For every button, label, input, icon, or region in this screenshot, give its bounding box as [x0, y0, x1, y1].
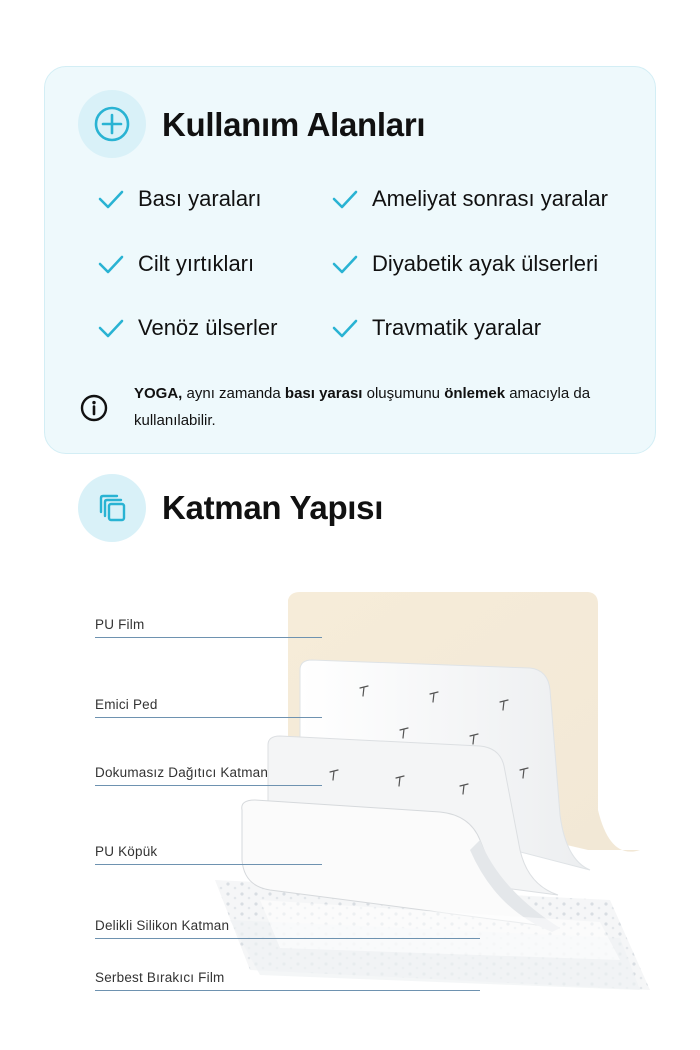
label-line — [95, 864, 322, 865]
label-line — [95, 990, 480, 991]
plus-circle-icon — [92, 104, 132, 144]
info-icon — [80, 394, 108, 422]
usage-item-label: Cilt yırtıkları — [138, 251, 255, 276]
usage-item-label: Ameliyat sonrası yaralar — [372, 186, 608, 211]
layer-label: PU Köpük — [95, 844, 158, 859]
usage-item — [332, 251, 598, 277]
usage-item-label: Venöz ülserler — [138, 315, 278, 340]
note-brand: YOGA, — [134, 385, 183, 402]
usage-item-label: Bası yaraları — [138, 186, 262, 211]
check-icon — [98, 318, 124, 338]
layer-label: Dokumasız Dağıtıcı Katman — [95, 765, 269, 780]
note-text: amacıyla da kullanılabilir. — [134, 385, 591, 429]
note-text: aynı zamanda — [182, 385, 285, 402]
usage-item-label: Travmatik yaralar — [372, 315, 542, 340]
note-bold: önlemek — [444, 385, 506, 402]
layer-label: Emici Ped — [95, 697, 158, 712]
usage-note — [134, 380, 634, 434]
layer-diagram — [0, 560, 700, 1050]
layers-icon — [92, 488, 132, 528]
label-line — [95, 785, 322, 786]
layer-label: PU Film — [95, 617, 145, 632]
usage-title: Kullanım Alanları — [162, 106, 426, 143]
usage-item — [332, 186, 608, 212]
check-icon — [332, 189, 358, 209]
check-icon — [98, 254, 124, 274]
usage-item — [332, 315, 541, 341]
usage-icon-badge — [78, 90, 146, 158]
usage-item — [98, 251, 254, 277]
label-line — [95, 717, 322, 718]
layer-label: Serbest Bırakıcı Film — [95, 970, 225, 985]
note-text: oluşumunu — [362, 385, 445, 402]
check-icon — [98, 189, 124, 209]
note-bold: bası yarası — [284, 385, 363, 402]
usage-item — [98, 315, 277, 341]
label-line — [95, 938, 480, 939]
check-icon — [332, 254, 358, 274]
layers-icon-badge — [78, 474, 146, 542]
usage-item-label: Diyabetik ayak ülserleri — [372, 251, 599, 276]
label-line — [95, 637, 322, 638]
check-icon — [332, 318, 358, 338]
layer-label: Delikli Silikon Katman — [95, 918, 230, 933]
usage-item — [98, 186, 262, 212]
layers-title: Katman Yapısı — [162, 489, 384, 526]
